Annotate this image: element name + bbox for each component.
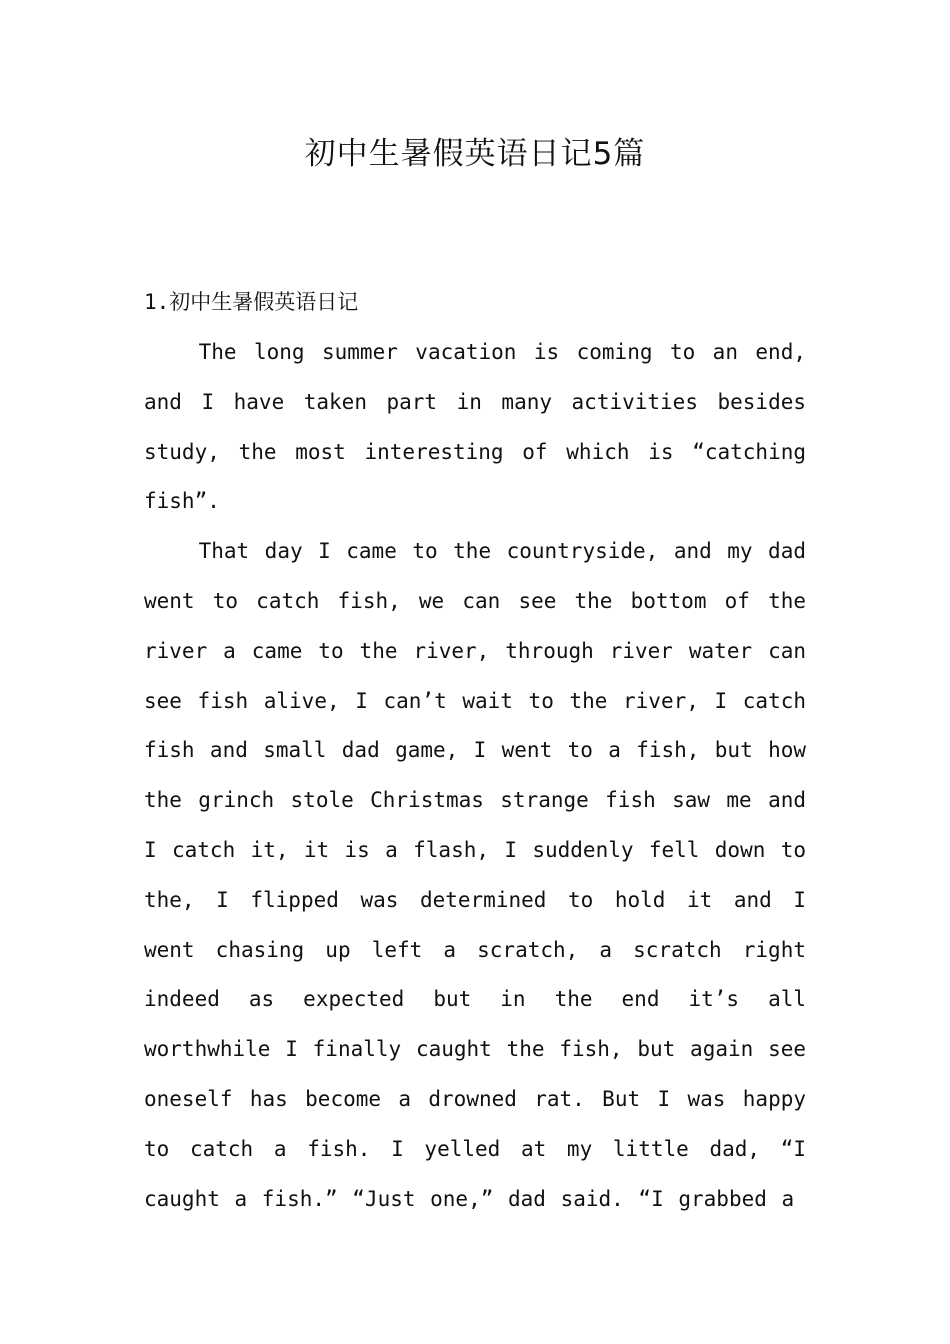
section-heading: 1.初中生暑假英语日记: [144, 290, 359, 314]
document-title: 初中生暑假英语日记5篇: [304, 136, 646, 172]
document-body: [144, 282, 806, 1224]
paragraph-1: The long summer vacation is coming to an end, and I have taken part in many activities besides study, the most interesting of which is “catching fish”.: [144, 340, 806, 514]
paragraph-2: That day I came to the countryside, and my dad went to catch fish, we can see the bottom of the river a came to the river, through river water can see fish alive, I can’t wait to the river, I catch fish and small dad game, I went to a fish, but how the grinch stole Christmas strange fish saw me and I catch it, it is a flash, I suddenly fell down to the, I flipped was determined to hold it and I went chasing up left a scratch, a scratch right indeed as expected but in the end it’s all worthwhile I finally caught the fish, but again see oneself has become a drowned rat. But I was happy to catch a fish. I yelled at my little dad, “I caught a fish.” “Just one,” dad said. “I grabbed a: [144, 539, 806, 1211]
